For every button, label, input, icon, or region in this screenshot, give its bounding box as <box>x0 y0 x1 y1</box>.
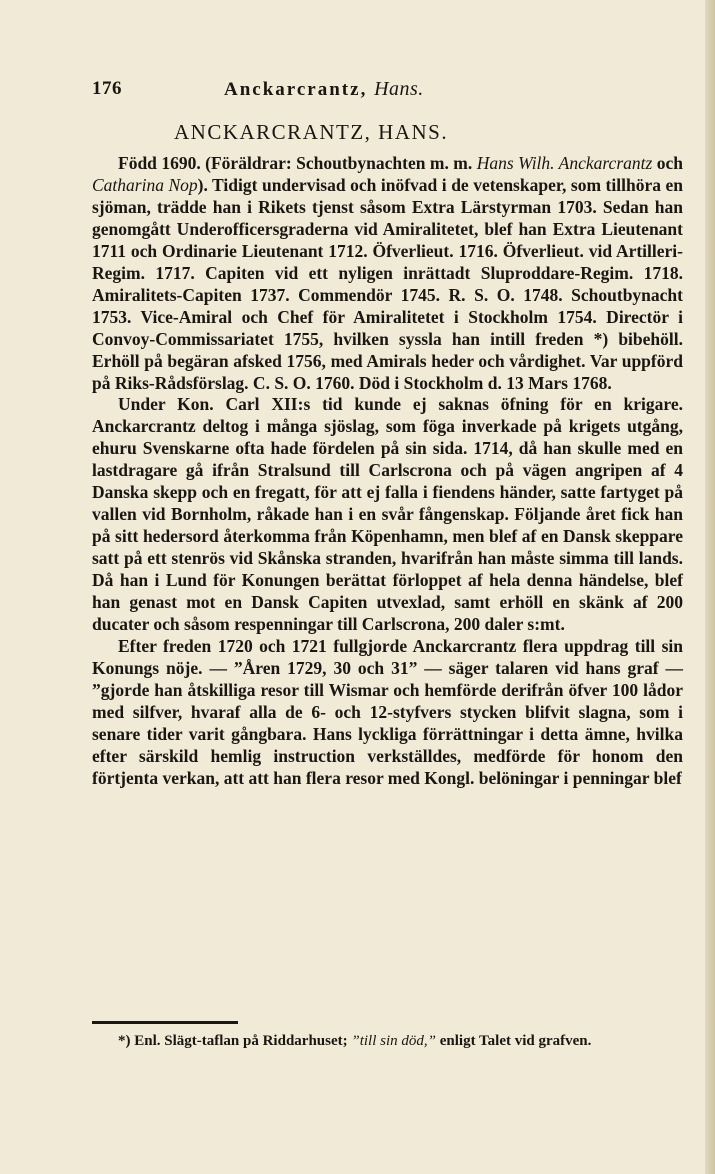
footnote-text-a: *) Enl. Slägt-taflan på Riddarhuset; <box>118 1033 352 1049</box>
paragraph-2: Under Kon. Carl XII:s tid kunde ej saknas öfning för en krigare. Anckarcrantz deltog i många sjöslag, som föga inverkade på krigets utgång, ehuru Svenskarne ofta hade fördelen på sin sida. 1714, då han skulle med en lastdragare gå ifrån Stralsund till Carlscrona och på vägen angripen af 4 Danska skepp och en fregatt, för att ej falla i fiendens händer, satte fartyget på vallen vid Bornholm, råkade han i en svår fångenskap. Följande året fick han på sitt hedersord återkomma från Köpenhamn, men blef af en Dansk skeppare satt på ett stenrös vid Skånska stranden, hvarifrån han måste simma till lands. Då han i Lund för Konungen berättat förloppet af hela denna händelse, blef han genast mot en Dansk Capiten utvexlad, samt erhöll en skänk af 200 ducater och såsom respenningar till Carlscrona, 200 daler s:mt. <box>92 394 683 635</box>
article-title: ANCKARCRANTZ, HANS. <box>174 120 449 144</box>
paragraph-1 <box>92 153 683 394</box>
father-name: Hans Wilh. Anckarcrantz <box>476 153 653 173</box>
p1-text-c: och <box>652 153 684 173</box>
running-title <box>224 78 424 101</box>
footnote-quote: ”till sin död,” <box>351 1033 436 1049</box>
running-title-given-name: Hans. <box>374 78 424 100</box>
page-number: 176 <box>92 78 122 99</box>
paragraph-3: Efter freden 1720 och 1721 fullgjorde Anckarcrantz flera uppdrag till sin Konungs nöje. — ”Åren 1729, 30 och 31” — säger talaren vid hans graf — ”gjorde han åtskilliga resor till Wismar och hemförde derifrån öfver 100 lådor med silfver, hvaraf alla de 6- och 12-styfvers stycken blifvit slagna, som i senare tider varit gångbara. Hans lyckliga förrättningar i detta ämne, hvilka efter särskild hemlig instruction verkställdes, medförde för honom den förtjenta verkan, att att han flera resor med Kongl. belöningar i penningar blef <box>92 635 683 788</box>
footnote-text <box>92 1031 683 1052</box>
page-edge <box>705 0 715 1174</box>
running-title-surname: Anckarcrantz, <box>224 79 368 100</box>
article-body <box>92 153 683 790</box>
footnote-text-c: enligt Talet vid grafven. <box>435 1033 592 1049</box>
footnote-rule <box>92 1021 238 1024</box>
running-head <box>92 78 672 104</box>
footnote <box>92 1031 683 1052</box>
mother-name: Catharina Nop <box>92 174 198 195</box>
p1-text-e: ). Tidigt undervisad och inöfvad i de vetenskaper, som tillhöra en sjöman, trädde han i Rikets tjenst såsom Extra Lärstyrman 1703. Sedan han genomgått Underofficersgraderna vid Amiralitetet, blef han Extra Lieutenant 1711 och Ordinarie Lieutenant 1712. Öfverlieut. 1716. Öfverlieut. vid Artilleri-Regim. 1717. Capiten vid ett nyligen inrättadt Sluproddare-Regim. 1718. Amiralitets-Capiten 1737. Commendör 1745. R. S. O. 1748. Schoutbynacht 1753. Vice-Amiral och Chef för Amiralitetet i Stockholm 1754. Directör i Convoy-Commissariatet 1755, hvilken syssla han intill freden *) bibehöll. Erhöll på begäran afsked 1756, med Amirals heder och vårdighet. Var uppförd på Riks-Rådsförslag. C. S. O. 1760. Död i Stockholm d. 13 Mars 1768. <box>92 174 683 393</box>
p1-text-a: Född 1690. (Föräldrar: Schoutbynachten m. m. <box>118 153 477 173</box>
